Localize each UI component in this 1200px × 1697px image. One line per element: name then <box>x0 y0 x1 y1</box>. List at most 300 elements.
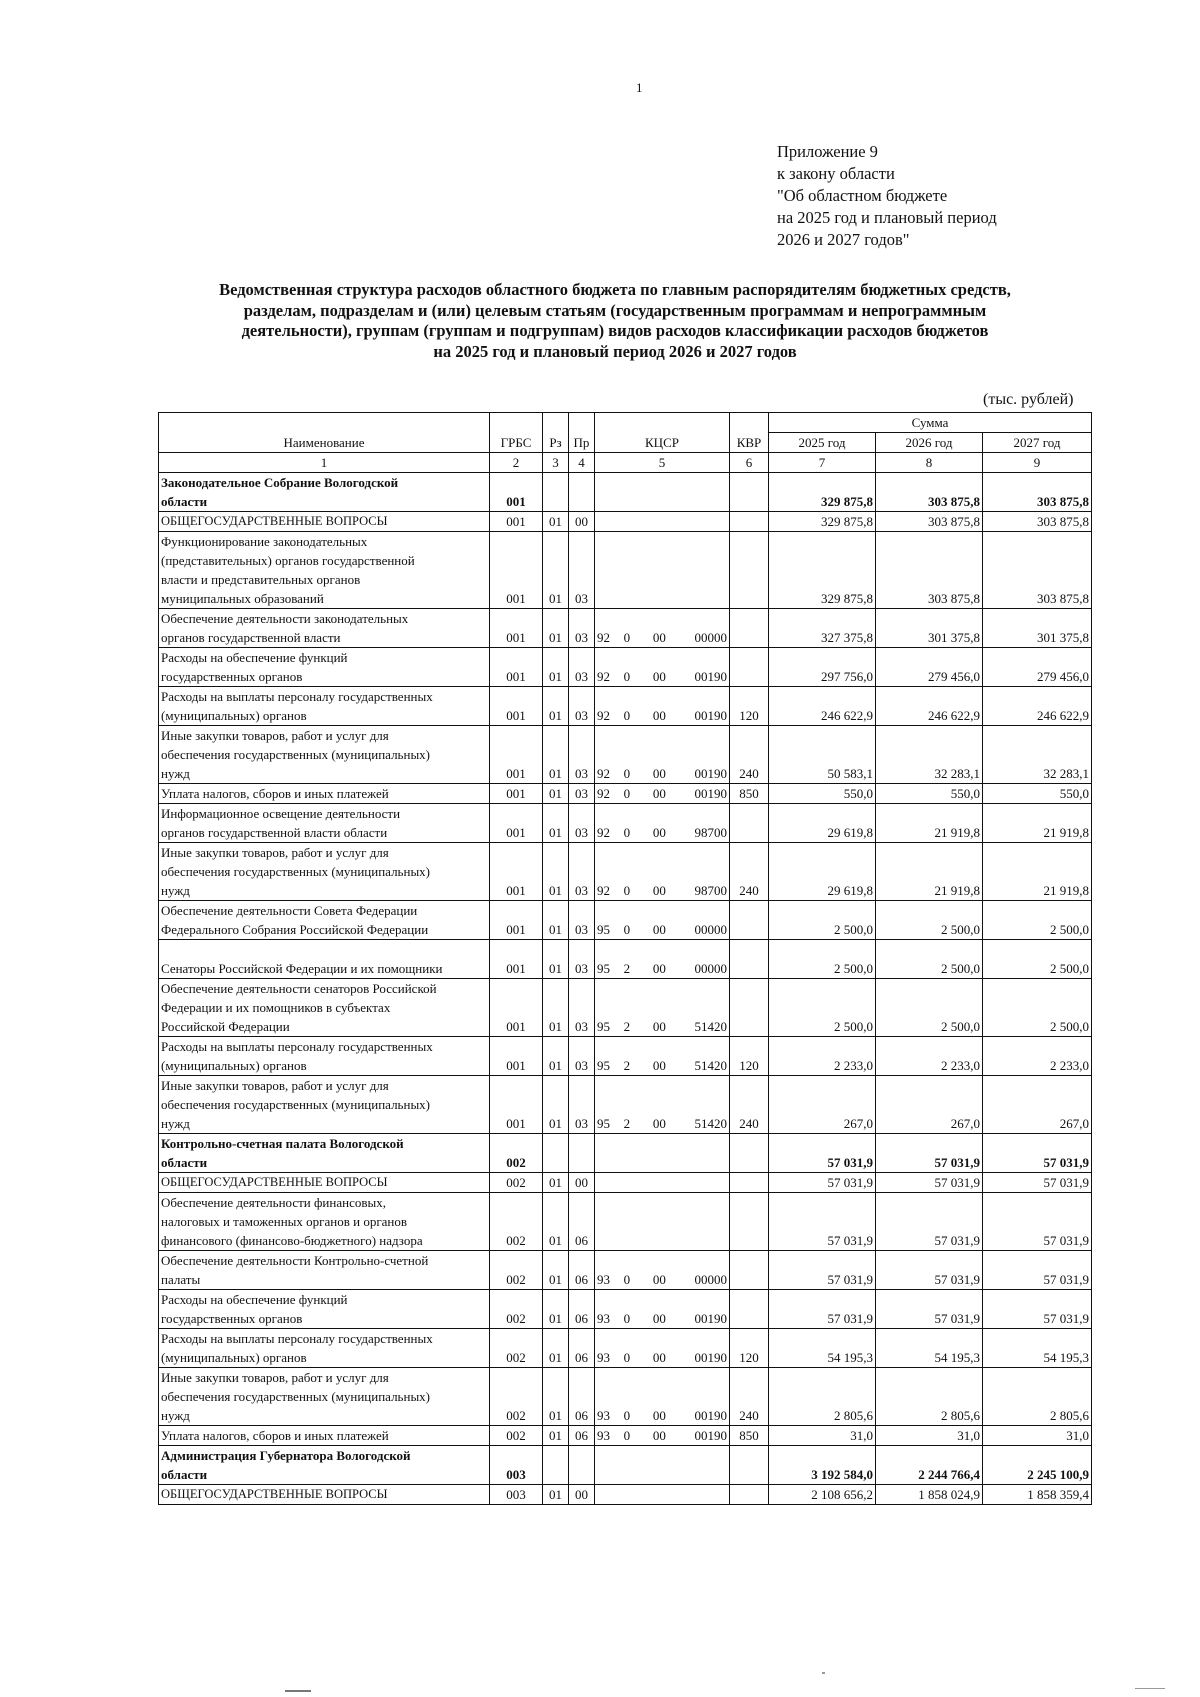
cell-sum-2027: 2 233,0 <box>983 1037 1092 1076</box>
cell-rz: 01 <box>543 687 569 726</box>
cell-kvr: 120 <box>730 1329 769 1368</box>
cell-pr: 06 <box>569 1193 595 1251</box>
row-name-line: власти и представительных органов <box>161 572 361 587</box>
scan-mark <box>822 1672 825 1674</box>
row-name <box>159 1134 490 1173</box>
row-name-line: налоговых и таможенных органов и органов <box>161 1214 408 1229</box>
kcsr-part: 93 <box>597 1428 610 1443</box>
kcsr-part: 93 <box>597 1272 610 1287</box>
cell-pr: 03 <box>569 979 595 1037</box>
cell-sum-2026: 57 031,9 <box>876 1134 983 1173</box>
cell-sum-2026: 57 031,9 <box>876 1193 983 1251</box>
column-number: 9 <box>983 453 1092 473</box>
row-name-line: нужд <box>161 1116 190 1131</box>
table-row <box>159 1037 1092 1076</box>
cell-kcsr <box>595 784 730 804</box>
cell-grbs: 003 <box>490 1485 543 1505</box>
cell-sum-2026: 2 500,0 <box>876 979 983 1037</box>
row-name <box>159 1290 490 1329</box>
cell-grbs: 001 <box>490 726 543 784</box>
header-kcsr: КЦСР <box>595 413 730 453</box>
column-number: 1 <box>159 453 490 473</box>
kcsr-part: 00 <box>652 1116 666 1131</box>
cell-sum-2026: 303 875,8 <box>876 532 983 609</box>
cell-pr: 03 <box>569 532 595 609</box>
kcsr-part: 00 <box>652 1058 666 1073</box>
header-year-2025: 2025 год <box>769 433 876 453</box>
cell-pr: 03 <box>569 784 595 804</box>
cell-grbs: 001 <box>490 512 543 532</box>
cell-kvr <box>730 1446 769 1485</box>
cell-kcsr <box>595 1426 730 1446</box>
title-line: Ведомственная структура расходов областного бюджета по главным распорядителям бюджетных средств, <box>219 280 1011 299</box>
cell-sum-2025: 57 031,9 <box>769 1134 876 1173</box>
cell-kcsr <box>595 1329 730 1368</box>
kcsr-part: 93 <box>597 1408 610 1423</box>
appendix-line: на 2025 год и плановый период <box>777 208 997 227</box>
title-line: на 2025 год и плановый период 2026 и 2027 годов <box>433 341 797 361</box>
cell-kcsr <box>595 1037 730 1076</box>
kcsr-part: 92 <box>597 825 610 840</box>
row-name-line: Федерации и их помощников в субъектах <box>161 1000 391 1015</box>
row-name-line: Обеспечение деятельности сенаторов Российской <box>161 981 437 996</box>
cell-sum-2025: 3 192 584,0 <box>769 1446 876 1485</box>
kcsr-part: 95 <box>597 1019 610 1034</box>
cell-pr <box>569 1134 595 1173</box>
cell-grbs: 001 <box>490 648 543 687</box>
table-row <box>159 726 1092 784</box>
cell-sum-2027: 246 622,9 <box>983 687 1092 726</box>
header-year-2026: 2026 год <box>876 433 983 453</box>
cell-sum-2027: 303 875,8 <box>983 512 1092 532</box>
kcsr-part: 0 <box>623 825 631 840</box>
kcsr-part: 00 <box>652 708 666 723</box>
cell-sum-2026: 57 031,9 <box>876 1251 983 1290</box>
row-name-line: палаты <box>161 1272 201 1287</box>
cell-rz <box>543 1446 569 1485</box>
cell-pr: 03 <box>569 901 595 940</box>
row-name <box>159 1193 490 1251</box>
cell-sum-2027: 301 375,8 <box>983 609 1092 648</box>
table-row <box>159 804 1092 843</box>
row-name <box>159 1485 490 1505</box>
cell-sum-2026: 2 500,0 <box>876 901 983 940</box>
cell-sum-2027: 550,0 <box>983 784 1092 804</box>
header-name: Наименование <box>159 413 490 453</box>
cell-sum-2026: 267,0 <box>876 1076 983 1134</box>
cell-rz: 01 <box>543 1037 569 1076</box>
row-name-line: ОБЩЕГОСУДАРСТВЕННЫЕ ВОПРОСЫ <box>161 514 388 528</box>
table-row <box>159 532 1092 609</box>
kcsr-part: 00 <box>652 786 666 801</box>
kcsr-part: 93 <box>597 1350 610 1365</box>
kcsr-part: 00 <box>652 1019 666 1034</box>
cell-kvr <box>730 901 769 940</box>
row-name-line: органов государственной власти области <box>161 825 388 840</box>
cell-sum-2026: 2 244 766,4 <box>876 1446 983 1485</box>
cell-grbs: 001 <box>490 940 543 979</box>
column-number: 8 <box>876 453 983 473</box>
row-name-line: Расходы на выплаты персоналу государственных <box>161 689 433 704</box>
column-number: 2 <box>490 453 543 473</box>
row-name-line: Иные закупки товаров, работ и услуг для <box>161 728 389 743</box>
title-line: разделам, подразделам и (или) целевым статьям (государственным программам и непрограммным <box>243 300 987 320</box>
table-row <box>159 940 1092 979</box>
cell-kvr: 850 <box>730 1426 769 1446</box>
cell-grbs: 002 <box>490 1290 543 1329</box>
cell-sum-2025: 329 875,8 <box>769 512 876 532</box>
cell-grbs: 001 <box>490 1037 543 1076</box>
kcsr-part: 00 <box>652 961 666 976</box>
row-name-line: Обеспечение деятельности Контрольно-счетной <box>161 1253 429 1268</box>
table-row <box>159 473 1092 512</box>
cell-sum-2025: 2 500,0 <box>769 979 876 1037</box>
cell-rz: 01 <box>543 532 569 609</box>
kcsr-part: 00 <box>652 1408 666 1423</box>
kcsr-part: 0 <box>623 1350 631 1365</box>
cell-pr: 03 <box>569 1076 595 1134</box>
cell-grbs: 001 <box>490 609 543 648</box>
cell-kvr <box>730 512 769 532</box>
document-title <box>150 280 1080 362</box>
column-numbers-row <box>159 453 1092 473</box>
cell-sum-2027: 57 031,9 <box>983 1134 1092 1173</box>
cell-kcsr <box>595 1134 730 1173</box>
row-name-line: (муниципальных) органов <box>161 1350 307 1365</box>
cell-pr: 03 <box>569 843 595 901</box>
row-name <box>159 648 490 687</box>
kcsr-part: 51420 <box>694 1116 727 1131</box>
cell-grbs: 002 <box>490 1134 543 1173</box>
row-name-line: Функционирование законодательных <box>161 534 368 549</box>
kcsr-part: 98700 <box>694 883 727 898</box>
cell-sum-2026: 550,0 <box>876 784 983 804</box>
cell-sum-2026: 31,0 <box>876 1426 983 1446</box>
kcsr-part: 00000 <box>694 961 727 976</box>
cell-kcsr <box>595 512 730 532</box>
cell-sum-2027: 57 031,9 <box>983 1193 1092 1251</box>
row-name-line: Уплата налогов, сборов и иных платежей <box>161 1428 389 1443</box>
cell-sum-2027: 31,0 <box>983 1426 1092 1446</box>
cell-kcsr <box>595 804 730 843</box>
cell-pr: 03 <box>569 726 595 784</box>
row-name-line: Федерального Собрания Российской Федерации <box>161 922 429 937</box>
cell-kvr: 120 <box>730 1037 769 1076</box>
row-name-line: органов государственной власти <box>161 630 341 645</box>
table-row <box>159 1446 1092 1485</box>
appendix-line: 2026 и 2027 годов" <box>777 230 910 249</box>
row-name <box>159 473 490 512</box>
kcsr-part: 0 <box>623 630 631 645</box>
cell-kcsr <box>595 901 730 940</box>
cell-sum-2025: 29 619,8 <box>769 804 876 843</box>
cell-sum-2027: 267,0 <box>983 1076 1092 1134</box>
cell-rz: 01 <box>543 1329 569 1368</box>
appendix-note <box>777 141 997 251</box>
cell-kcsr <box>595 1251 730 1290</box>
cell-kvr <box>730 1193 769 1251</box>
header-year-2027: 2027 год <box>983 433 1092 453</box>
row-name-line: области <box>161 494 208 509</box>
cell-sum-2026: 21 919,8 <box>876 843 983 901</box>
row-name <box>159 1037 490 1076</box>
cell-sum-2025: 297 756,0 <box>769 648 876 687</box>
table-row <box>159 1368 1092 1426</box>
kcsr-part: 00190 <box>694 786 727 801</box>
table-row <box>159 1193 1092 1251</box>
cell-pr <box>569 1446 595 1485</box>
cell-kcsr <box>595 1290 730 1329</box>
cell-kcsr <box>595 940 730 979</box>
cell-sum-2025: 50 583,1 <box>769 726 876 784</box>
cell-grbs: 003 <box>490 1446 543 1485</box>
cell-pr <box>569 473 595 512</box>
cell-sum-2025: 2 500,0 <box>769 901 876 940</box>
kcsr-part: 00 <box>652 669 666 684</box>
cell-sum-2025: 29 619,8 <box>769 843 876 901</box>
cell-pr: 06 <box>569 1329 595 1368</box>
cell-rz: 01 <box>543 843 569 901</box>
row-name-line: Расходы на выплаты персоналу государственных <box>161 1331 433 1346</box>
row-name-line: нужд <box>161 766 190 781</box>
row-name <box>159 784 490 804</box>
row-name-line: Обеспечение деятельности финансовых, <box>161 1195 386 1210</box>
kcsr-part: 00190 <box>694 669 727 684</box>
cell-pr: 03 <box>569 940 595 979</box>
kcsr-part: 0 <box>623 669 631 684</box>
cell-kcsr <box>595 687 730 726</box>
row-name-line: Законодательное Собрание Вологодской <box>161 475 399 490</box>
row-name <box>159 609 490 648</box>
kcsr-part: 92 <box>597 630 610 645</box>
kcsr-part: 0 <box>623 786 631 801</box>
cell-pr: 06 <box>569 1290 595 1329</box>
cell-sum-2026: 1 858 024,9 <box>876 1485 983 1505</box>
row-name-line: Расходы на обеспечение функций <box>161 1292 348 1307</box>
cell-grbs: 002 <box>490 1251 543 1290</box>
cell-sum-2025: 2 233,0 <box>769 1037 876 1076</box>
cell-sum-2026: 301 375,8 <box>876 609 983 648</box>
cell-sum-2025: 2 108 656,2 <box>769 1485 876 1505</box>
kcsr-part: 00 <box>652 883 666 898</box>
cell-pr: 03 <box>569 1037 595 1076</box>
cell-kcsr <box>595 1446 730 1485</box>
row-name-line: Контрольно-счетная палата Вологодской <box>161 1136 404 1151</box>
kcsr-part: 0 <box>623 708 631 723</box>
cell-sum-2026: 303 875,8 <box>876 473 983 512</box>
cell-kvr <box>730 609 769 648</box>
row-name-line: Иные закупки товаров, работ и услуг для <box>161 1078 389 1093</box>
cell-kvr: 120 <box>730 687 769 726</box>
kcsr-part: 95 <box>597 1116 610 1131</box>
cell-rz: 01 <box>543 726 569 784</box>
cell-rz: 01 <box>543 901 569 940</box>
cell-kvr <box>730 1134 769 1173</box>
cell-sum-2027: 57 031,9 <box>983 1290 1092 1329</box>
kcsr-part: 0 <box>623 1408 631 1423</box>
cell-rz: 01 <box>543 609 569 648</box>
cell-kvr <box>730 940 769 979</box>
kcsr-part: 00 <box>652 1428 666 1443</box>
row-name <box>159 804 490 843</box>
row-name-line: Иные закупки товаров, работ и услуг для <box>161 1370 389 1385</box>
cell-sum-2026: 2 805,6 <box>876 1368 983 1426</box>
cell-kvr <box>730 1251 769 1290</box>
header-grbs: ГРБС <box>490 413 543 453</box>
cell-grbs: 001 <box>490 979 543 1037</box>
column-number: 6 <box>730 453 769 473</box>
kcsr-part: 98700 <box>694 825 727 840</box>
appendix-line: "Об областном бюджете <box>777 186 948 205</box>
cell-sum-2025: 329 875,8 <box>769 473 876 512</box>
kcsr-part: 00 <box>652 1311 666 1326</box>
cell-rz <box>543 1134 569 1173</box>
appendix-line: к закону области <box>777 164 895 183</box>
cell-kvr <box>730 979 769 1037</box>
kcsr-part: 0 <box>623 1272 631 1287</box>
kcsr-part: 00000 <box>694 630 727 645</box>
kcsr-part: 95 <box>597 1058 610 1073</box>
cell-kvr <box>730 532 769 609</box>
kcsr-part: 00000 <box>694 922 727 937</box>
cell-sum-2026: 21 919,8 <box>876 804 983 843</box>
cell-grbs: 001 <box>490 784 543 804</box>
cell-sum-2026: 2 233,0 <box>876 1037 983 1076</box>
cell-kvr <box>730 648 769 687</box>
cell-grbs: 001 <box>490 901 543 940</box>
row-name-line <box>161 940 487 959</box>
row-name-line: (представительных) органов государственной <box>161 553 415 568</box>
row-name-line: Сенаторы Российской Федерации и их помощники <box>161 961 443 976</box>
cell-kvr <box>730 1485 769 1505</box>
cell-kvr <box>730 1173 769 1193</box>
cell-pr: 03 <box>569 648 595 687</box>
table-row <box>159 1426 1092 1446</box>
row-name-line: государственных органов <box>161 669 303 684</box>
table-row <box>159 687 1092 726</box>
cell-rz: 01 <box>543 1426 569 1446</box>
cell-sum-2027: 57 031,9 <box>983 1173 1092 1193</box>
kcsr-part: 95 <box>597 922 610 937</box>
kcsr-part: 00 <box>652 1350 666 1365</box>
cell-sum-2025: 2 500,0 <box>769 940 876 979</box>
kcsr-part: 0 <box>623 766 631 781</box>
kcsr-part: 00190 <box>694 1408 727 1423</box>
cell-rz: 01 <box>543 512 569 532</box>
cell-kcsr <box>595 1173 730 1193</box>
cell-sum-2027: 1 858 359,4 <box>983 1485 1092 1505</box>
cell-grbs: 001 <box>490 804 543 843</box>
kcsr-part: 00190 <box>694 1350 727 1365</box>
cell-sum-2027: 2 500,0 <box>983 901 1092 940</box>
header-row <box>159 413 1092 433</box>
kcsr-part: 92 <box>597 883 610 898</box>
row-name <box>159 726 490 784</box>
cell-sum-2026: 57 031,9 <box>876 1290 983 1329</box>
cell-kcsr <box>595 473 730 512</box>
cell-sum-2026: 57 031,9 <box>876 1173 983 1193</box>
row-name-line: нужд <box>161 883 190 898</box>
cell-sum-2025: 267,0 <box>769 1076 876 1134</box>
kcsr-part: 00 <box>652 825 666 840</box>
cell-sum-2027: 21 919,8 <box>983 804 1092 843</box>
cell-sum-2025: 54 195,3 <box>769 1329 876 1368</box>
cell-rz: 01 <box>543 784 569 804</box>
scan-mark <box>285 1690 311 1692</box>
title-line: деятельности), группам (группам и подгруппам) видов расходов классификации расходов бюджетов <box>241 321 989 340</box>
row-name-line: Администрация Губернатора Вологодской <box>161 1448 411 1463</box>
cell-kvr: 240 <box>730 1368 769 1426</box>
row-name <box>159 687 490 726</box>
cell-sum-2027: 2 805,6 <box>983 1368 1092 1426</box>
cell-pr: 06 <box>569 1368 595 1426</box>
cell-sum-2026: 32 283,1 <box>876 726 983 784</box>
cell-sum-2025: 57 031,9 <box>769 1193 876 1251</box>
row-name-line: (муниципальных) органов <box>161 1058 307 1073</box>
row-name-line: ОБЩЕГОСУДАРСТВЕННЫЕ ВОПРОСЫ <box>161 1175 388 1189</box>
cell-grbs: 001 <box>490 532 543 609</box>
row-name <box>159 1076 490 1134</box>
row-name <box>159 1446 490 1485</box>
header-rz: Рз <box>543 413 569 453</box>
page-number: 1 <box>636 80 643 95</box>
cell-sum-2025: 550,0 <box>769 784 876 804</box>
cell-kcsr <box>595 1485 730 1505</box>
cell-kcsr <box>595 1368 730 1426</box>
cell-sum-2025: 57 031,9 <box>769 1251 876 1290</box>
kcsr-part: 00 <box>652 922 666 937</box>
kcsr-part: 0 <box>623 1428 631 1443</box>
cell-grbs: 001 <box>490 687 543 726</box>
kcsr-part: 00190 <box>694 766 727 781</box>
kcsr-part: 00000 <box>694 1272 727 1287</box>
table-row <box>159 1134 1092 1173</box>
cell-grbs: 002 <box>490 1193 543 1251</box>
cell-kcsr <box>595 843 730 901</box>
row-name-line: обеспечения государственных (муниципальных) <box>161 747 431 762</box>
cell-sum-2026: 246 622,9 <box>876 687 983 726</box>
table-row <box>159 1485 1092 1505</box>
table-row <box>159 1173 1092 1193</box>
budget-table <box>158 412 1092 1505</box>
row-name-line: государственных органов <box>161 1311 303 1326</box>
row-name <box>159 1368 490 1426</box>
row-name-line: ОБЩЕГОСУДАРСТВЕННЫЕ ВОПРОСЫ <box>161 1487 388 1501</box>
cell-pr: 00 <box>569 1173 595 1193</box>
cell-rz: 01 <box>543 1290 569 1329</box>
kcsr-part: 2 <box>623 1058 631 1073</box>
cell-kcsr <box>595 1193 730 1251</box>
table-row <box>159 648 1092 687</box>
cell-kcsr <box>595 726 730 784</box>
row-name-line: обеспечения государственных (муниципальных) <box>161 1097 431 1112</box>
cell-sum-2027: 279 456,0 <box>983 648 1092 687</box>
cell-sum-2027: 303 875,8 <box>983 473 1092 512</box>
table-row <box>159 979 1092 1037</box>
table-row <box>159 1076 1092 1134</box>
cell-sum-2025: 327 375,8 <box>769 609 876 648</box>
cell-pr: 06 <box>569 1426 595 1446</box>
row-name <box>159 1426 490 1446</box>
kcsr-part: 0 <box>623 1311 631 1326</box>
kcsr-part: 2 <box>623 961 631 976</box>
kcsr-part: 00190 <box>694 708 727 723</box>
row-name <box>159 532 490 609</box>
scan-mark <box>1135 1688 1165 1689</box>
row-name-line: Иные закупки товаров, работ и услуг для <box>161 845 389 860</box>
cell-rz: 01 <box>543 940 569 979</box>
kcsr-part: 92 <box>597 669 610 684</box>
